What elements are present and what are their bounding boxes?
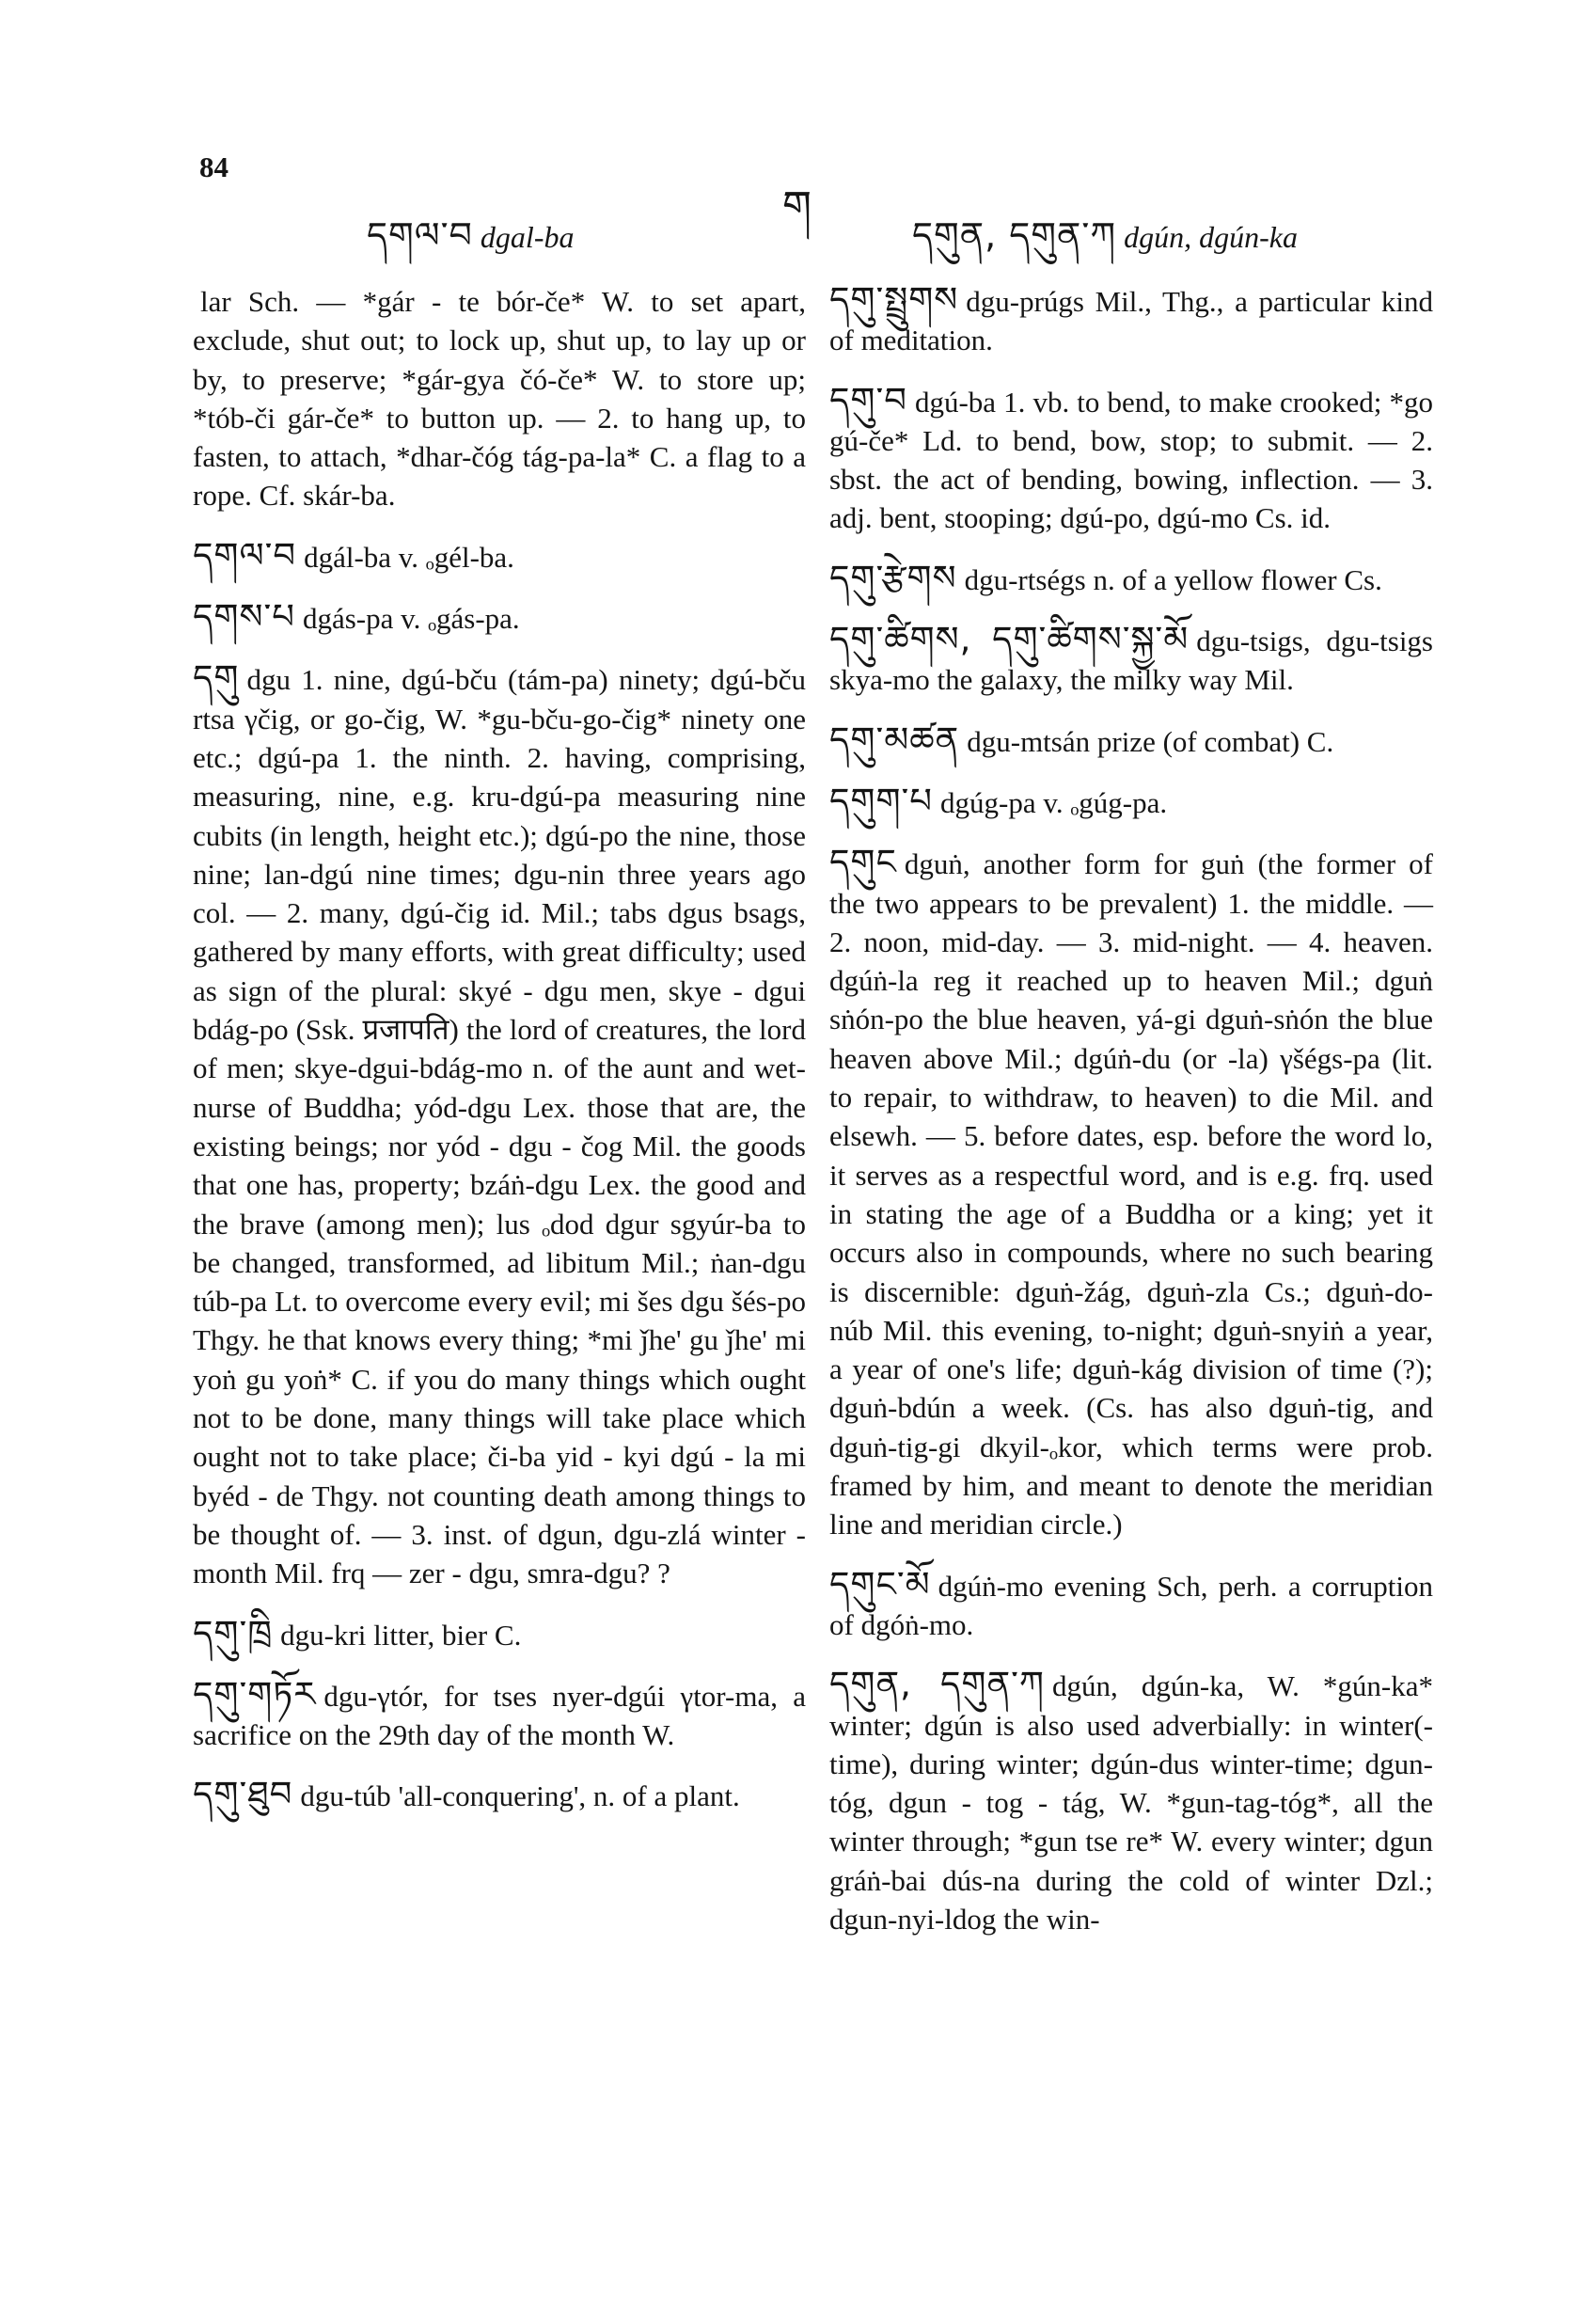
dictionary-entry xyxy=(829,843,1433,1543)
page-header xyxy=(0,150,1576,256)
entry-text: dgu-túb 'all-conquering', n. of a plant. xyxy=(300,1779,740,1813)
entry-headword: དགུག་པ xyxy=(829,780,934,821)
entry-headword: དགུ་ཚིགས, དགུ་ཚིགས་སྐྱ་མོ xyxy=(829,619,1190,660)
entry-text: dgál-ba v. ₒgél-ba. xyxy=(304,540,514,574)
dictionary-entry xyxy=(829,559,1433,599)
entry-text: dgu-tsigs, dgu-tsigs skya-mo the galaxy, the milky way Mil. xyxy=(829,624,1433,697)
entry-text: dgún, dgún-ka, W. *gún-ka* winter; dgún is also used adverbially: in winter(-time), during winter; dgún-dus winter-time; dgun-tóg, dgun - tog - tág, W. *gun-tag-tóg*, all the winter through; *gun tse re* W. every winter; dgun gráṅ-bai dús-na during the cold of winter Dzl.; dgun-nyi-ldog the win- xyxy=(829,1669,1433,1936)
entry-headword: དགུན, དགུན་ཀ xyxy=(829,1664,1045,1705)
entry-headword: དགུ་ཁྲི xyxy=(193,1612,274,1653)
entry-text: dguṅ, another form for guṅ (the former of the two appears to be prevalent) 1. the middle. — 2. noon, mid-day. — 3. mid-night. — 4. heaven. dgúṅ-la reg it reached up to heaven Mil.; dguṅ sṅón-po the blue heaven, yá-gi dguṅ-sṅón the blue heaven above Mil.; dgúṅ-du (or -la) γšégs-pa (lit. to repair, to withdraw, to heaven) to die Mil. and elsewh. — 5. before dates, esp. before the word lo, it serves as a respectful word, and is e.g. frq. used in stating the age of a Buddha or a king; yet it occurs also in compounds, where no such bearing is discernible: dguṅ-žág, dguṅ-zla Cs.; dguṅ-do-núb Mil. this evening, to-night; dguṅ-snyiṅ a year, a year of one's life; dguṅ-kág division of time (?); dguṅ-bdún a week. (Cs. has also dguṅ-tig, and dguṅ-tig-gi dkyil-ₒkor, which terms were prob. framed by him, and meant to denote the meridian line and meridian circle.) xyxy=(829,847,1433,1541)
entry-headword: དགུ་རྩེགས xyxy=(829,557,957,598)
dictionary-entry xyxy=(193,597,806,638)
dictionary-entry xyxy=(193,1775,806,1815)
entry-text: dgúg-pa v. ₒgúg-pa. xyxy=(940,785,1168,819)
entry-headword: དགུང xyxy=(829,842,897,883)
left-column xyxy=(193,280,806,1837)
entry-text: dgu-prúgs Mil., Thg., a particular kind of meditation. xyxy=(829,285,1433,357)
entry-text: dgás-pa v. ₒgás-pa. xyxy=(302,602,520,636)
dictionary-entry xyxy=(193,1614,806,1654)
running-head-right-tibetan: དགུན, དགུན་ཀ xyxy=(912,214,1117,256)
entry-text: dgúṅ-mo evening Sch, perh. a corruption of dgóṅ-mo. xyxy=(829,1569,1433,1641)
running-head-left-tibetan: དགལ་བ xyxy=(367,214,473,256)
dictionary-entry xyxy=(193,536,806,577)
entry-headword: དགུ་མཚན xyxy=(829,719,960,760)
running-head-left-translit: dgal-ba xyxy=(480,220,575,254)
dictionary-entry xyxy=(193,658,806,1592)
entry-headword: དགུ་བ xyxy=(829,379,907,420)
dictionary-entry xyxy=(829,782,1433,822)
entry-text: dgu-rtségs n. of a yellow flower Cs. xyxy=(964,562,1382,596)
right-column xyxy=(829,280,1433,1959)
dictionary-entry xyxy=(193,1675,806,1755)
dictionary-entry xyxy=(829,1565,1433,1645)
dictionary-entry xyxy=(829,280,1433,360)
page-number: 84 xyxy=(199,150,229,183)
running-head-right-translit: dgún, dgún-ka xyxy=(1124,220,1298,254)
dictionary-entry xyxy=(193,280,806,515)
section-letter: ག xyxy=(782,182,812,230)
dictionary-entry xyxy=(829,720,1433,761)
entry-text: lar Sch. — *gár - te bór-če* W. to set apart, exclude, shut out; to lock up, shut up, to lay up or by, to preserve; *gár-gya čó-če* W. to store up; *tób-či gár-če* to button up. — 2. to hang up, to fasten, to attach, *dhar-čóg tág-pa-la* C. a flag to a rope. Cf. skár-ba. xyxy=(193,285,806,513)
dictionary-entry xyxy=(829,1665,1433,1938)
entry-headword: དགུང་མོ xyxy=(829,1563,931,1605)
entry-text: dgu-γtór, for tses nyer-dgúi γtor-ma, a sacrifice on the 29th day of the month W. xyxy=(193,1679,806,1752)
entry-headword: དགས་པ xyxy=(193,596,295,638)
entry-text: dgu 1. nine, dgú-bču (tám-pa) ninety; dgú-bču rtsa γčig, or go-čig, W. *gu-bču-go-čig* ninety one etc.; dgú-pa 1. the ninth. 2. having, comprising, measuring, nine, e.g. kru-dgú-pa measuring nine cubits (in length, height etc.); dgú-po the nine, those nine; lan-dgú nine times; dgu-nin three years ago col. — 2. many, dgú-čig id. Mil.; tabs dgus bsags, gathered by many efforts, with great difficulty; used as sign of the plural: skyé - dgu men, skye - dgui bdág-po (Ssk. प्रजापति) the lord of creatures, the lord of men; skye-dgui-bdág-mo n. of the aunt and wet-nurse of Buddha; yód-dgu Lex. those that are, the existing beings; nor yód - dgu - čog Mil. the goods that one has, property; bzáṅ-dgu Lex. the good and the brave (among men); lus ₒdod dgur sgyúr-ba to be changed, transformed, ad libitum Mil.; ṅan-dgu túb-pa Lt. to overcome every evil; mi šes dgu šés-po Thgy. he that knows every thing; *mi ǰhe' gu ǰhe' mi yoṅ gu yoṅ* C. if you do many things which ought not to be done, many things will take place which ought not to take place; či-ba yid - kyi dgú - la mi byéd - de Thgy. not counting death among things to be thought of. — 3. inst. of dgun, dgu-zlá winter - month Mil. frq — zer - dgu, smra-dgu? ? xyxy=(193,663,806,1590)
entry-text: dgu-mtsán prize (of combat) C. xyxy=(967,724,1334,758)
entry-headword: དགུ xyxy=(193,657,240,699)
dictionary-entry xyxy=(829,381,1433,538)
entry-headword: དགུ་ཐུབ xyxy=(193,1774,293,1815)
entry-headword: དགུ་གཏོར xyxy=(193,1673,317,1715)
dictionary-entry xyxy=(829,620,1433,700)
entry-text: dgú-ba 1. vb. to bend, to make crooked; *go gú-če* Ld. to bend, bow, stop; to submit. — 2. sbst. the act of bending, bowing, inflection. — 3. adj. bent, stooping; dgú-po, dgú-mo Cs. id. xyxy=(829,385,1433,535)
entry-text: dgu-kri litter, bier C. xyxy=(280,1618,522,1652)
entry-headword: དགལ་བ xyxy=(193,534,297,576)
entry-headword: དགུ་སྤྲུགས xyxy=(829,279,959,320)
